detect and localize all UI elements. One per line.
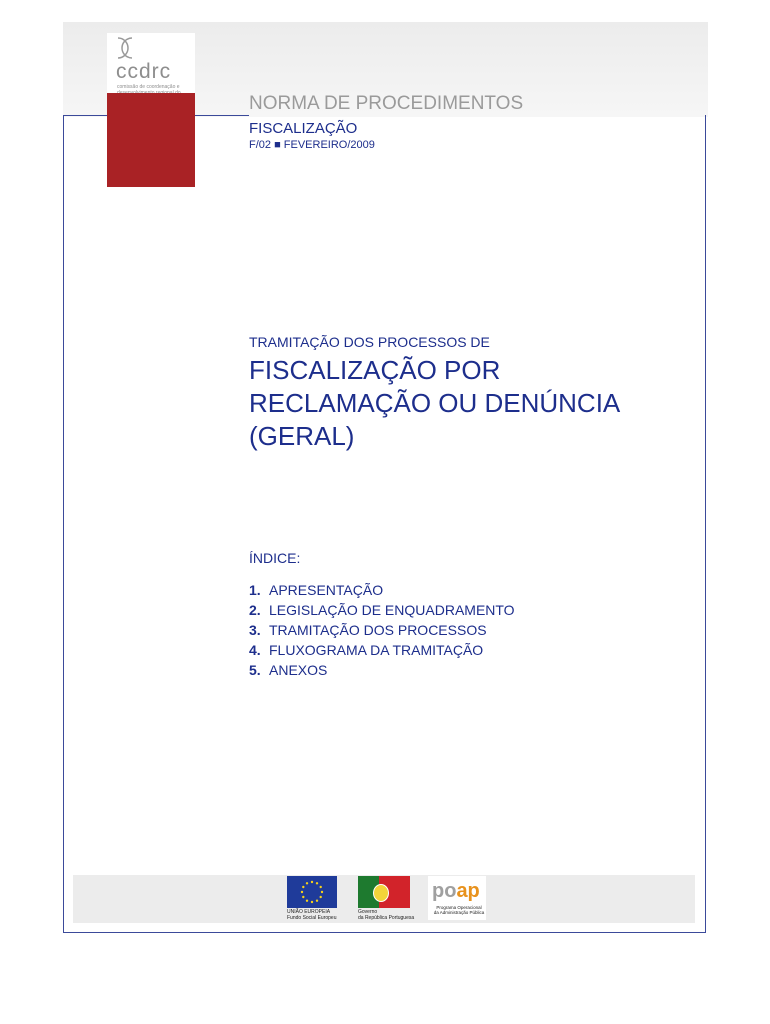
red-brand-band (107, 93, 195, 187)
index-heading: ÍNDICE: (249, 550, 301, 566)
eu-flag-icon (287, 876, 337, 908)
page-title (249, 354, 620, 453)
logo-tagline: comissão de coordenação e (117, 84, 180, 90)
toc-item[interactable] (249, 580, 515, 600)
toc-item[interactable] (249, 600, 515, 620)
title-line: RECLAMAÇÃO OU DENÚNCIA (249, 388, 621, 418)
title-line: (GERAL) (249, 421, 355, 451)
toc-number: 3. (249, 622, 261, 638)
toc-item[interactable] (249, 640, 515, 660)
portugal-flag-icon (358, 876, 410, 908)
doc-type: NORMA DE PROCEDIMENTOS (249, 93, 524, 114)
subtitle: TRAMITAÇÃO DOS PROCESSOS DE (249, 334, 490, 350)
table-of-contents (249, 580, 515, 680)
toc-number: 1. (249, 582, 261, 598)
toc-number: 2. (249, 602, 261, 618)
toc-number: 5. (249, 662, 261, 678)
toc-label: ANEXOS (269, 662, 328, 678)
poap-word-a: po (432, 880, 457, 902)
logo-text: ccdrc (116, 60, 172, 83)
toc-label: APRESENTAÇÃO (269, 582, 384, 598)
reference: F/02 ■ FEVEREIRO/2009 (249, 139, 375, 151)
ccdrc-arcs-icon (110, 36, 136, 60)
toc-item[interactable] (249, 660, 515, 680)
poap-caption: Programa Operacional da Administração Pública (433, 905, 485, 915)
toc-number: 4. (249, 642, 261, 658)
eu-caption: UNIÃO EUROPEIA Fundo Social Europeu (287, 909, 337, 921)
page-frame (63, 115, 706, 933)
poap-wordmark (432, 880, 480, 903)
toc-label: TRAMITAÇÃO DOS PROCESSOS (269, 622, 487, 638)
portugal-shield-icon (373, 884, 389, 902)
toc-label: LEGISLAÇÃO DE ENQUADRAMENTO (269, 602, 515, 618)
toc-label: FLUXOGRAMA DA TRAMITAÇÃO (269, 642, 484, 658)
pt-caption: Governo da República Portuguesa (358, 909, 415, 921)
poap-word-b: ap (456, 880, 480, 902)
title-line: FISCALIZAÇÃO POR (249, 355, 501, 385)
category: FISCALIZAÇÃO (249, 120, 358, 137)
toc-item[interactable] (249, 620, 515, 640)
